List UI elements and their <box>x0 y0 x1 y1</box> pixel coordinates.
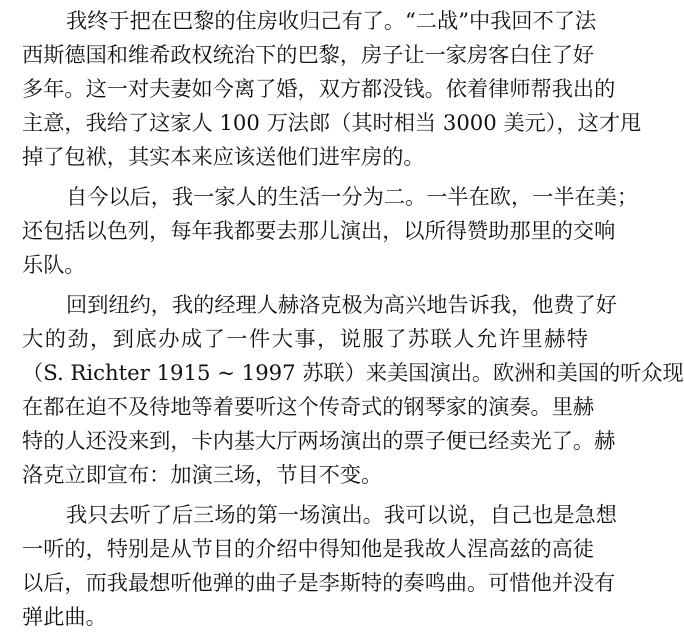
text-line: 我只去听了后三场的第一场演出。我可以说，自己也是急想 <box>66 502 617 527</box>
text-line: 弹此曲。 <box>22 604 107 629</box>
text-line: 自今以后，我一家人的生活一分为二。一半在欧，一半在美； <box>66 184 639 209</box>
text-line: （S. Richter 1915 ~ 1997 苏联）来美国演出。欧洲和美国的听众现 <box>22 360 684 385</box>
text-line: 还包括以色列，每年我都要去那儿演出，以所得赞助那里的交响 <box>22 218 616 243</box>
text-line: 洛克立即宣布：加演三场，节目不变。 <box>22 462 383 487</box>
text-line: 特的人还没来到，卡内基大厅两场演出的票子便已经卖光了。赫 <box>22 428 616 453</box>
text-line: 一听的，特别是从节目的介绍中得知他是我故人涅高兹的高徒 <box>22 536 595 561</box>
text-line: 多年。这一对夫妻如今离了婚，双方都没钱。依着律师帮我出的 <box>22 76 616 101</box>
text-line: 乐队。 <box>22 252 86 277</box>
text-line: 大的劲，到底办成了一件大事，说服了苏联人允许里赫特 <box>22 326 588 351</box>
text-line: 主意，我给了这家人 100 万法郎（其时相当 3000 美元），这才甩 <box>22 110 642 135</box>
text-line: 我终于把在巴黎的住房收归己有了。“二战”中我回不了法 <box>66 8 597 33</box>
text-line: 掉了包袱，其实本来应该送他们进牢房的。 <box>22 144 425 169</box>
text-line: 在都在迫不及待地等着要听这个传奇式的钢琴家的演奏。里赫 <box>22 394 595 419</box>
text-line: 回到纽约，我的经理人赫洛克极为高兴地告诉我，他费了好 <box>66 292 617 317</box>
text-line: 西斯德国和维希政权统治下的巴黎，房子让一家房客白住了好 <box>22 42 595 67</box>
text-line: 以后，而我最想听他弹的曲子是李斯特的奏鸣曲。可惜他并没有 <box>22 570 616 595</box>
